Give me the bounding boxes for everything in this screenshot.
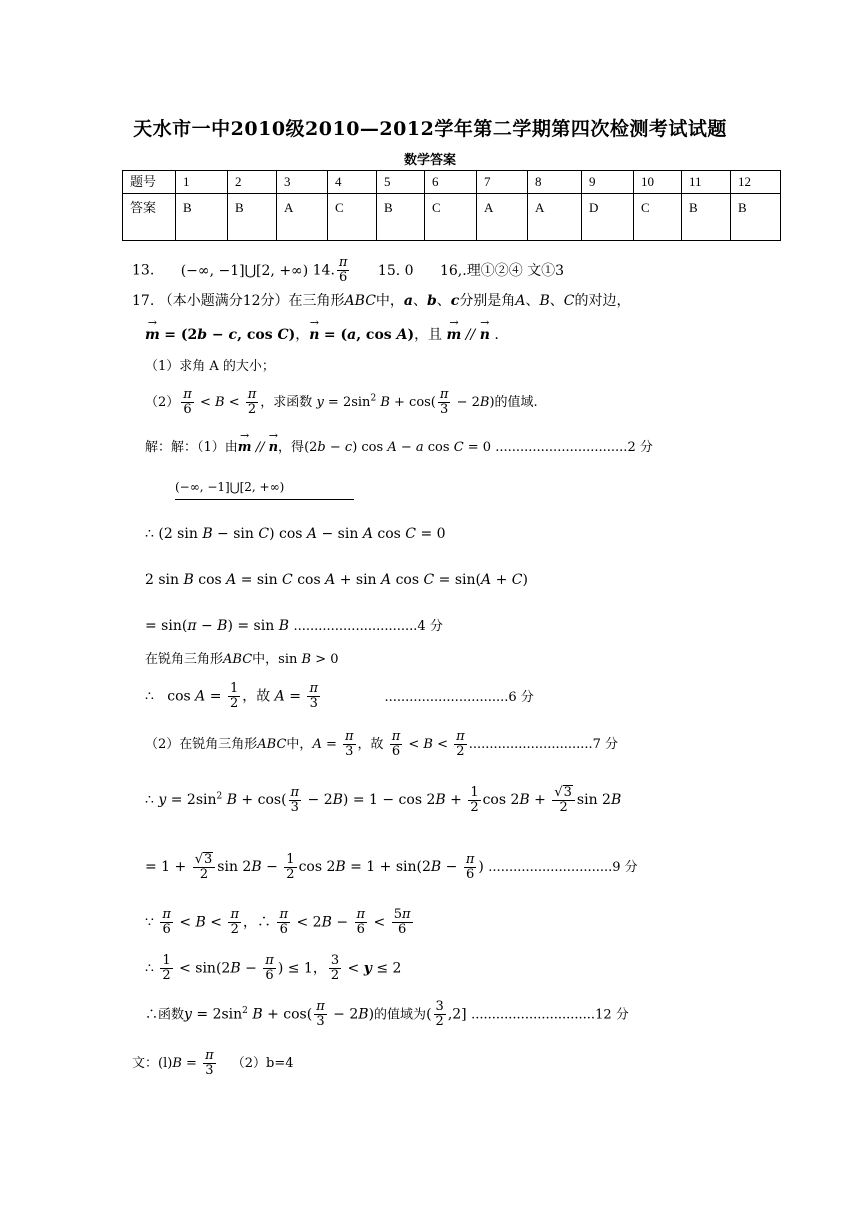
document-subtitle: 数学答案 <box>403 153 456 168</box>
table-cell: 3 <box>277 171 328 194</box>
table-cell: C <box>328 194 377 241</box>
solution-line-11: ∴ $\frac{1}{2}$ < sin(2B − $\frac{\pi}{6}$ ) ≤ 1， $\frac{3}{2}$ < y ≤ 2 <box>145 953 402 983</box>
table-cell: 7 <box>477 171 528 194</box>
table-cell: A <box>277 194 328 241</box>
table-cell: A <box>477 194 528 241</box>
solution-line-10: ∵ $\frac{\pi}{6}$ < B < $\frac{\pi}{2}$ ，∴ $\frac{\pi}{6}$ < 2B − $\frac{\pi}{6}$ < $\frac{5\pi}{6}$ <box>145 907 411 937</box>
solution-line-6: ∴ cos A = $\frac{1}{2}$ ，故 A = $\frac{\pi}{3}$ ..............................6 分 <box>145 681 534 711</box>
answer-table-answer-row <box>123 194 781 241</box>
table-cell: B <box>731 194 781 241</box>
solution-line-8: ∴ $y = 2\sin^2$ B + cos( $\frac{\pi}{3}$ − 2B) = 1 − cos 2B + $\frac{1}{2}$ cos 2B + $\frac{√3}{2}$ sin 2B <box>145 784 622 815</box>
solution-line-3: 2 sin B cos A = sin C cos A + sin A cos C = sin(A + C) <box>145 572 528 588</box>
table-cell: B <box>682 194 731 241</box>
vector-definitions: → m = (2b − c, cos C)，→ n = (a, cos A)，且 → m // → n . <box>145 326 499 344</box>
part2-question: （2） $\frac{\pi}{6}$ < B < $\frac{\pi}{2}$ ，求函数 $y = 2\sin^2$ B + cos( $\frac{\pi}{3}$ − 2B)的值域. <box>145 387 538 417</box>
table-cell: B <box>228 194 277 241</box>
q15-answer: 15. 0 <box>377 262 414 279</box>
q17-statement: 17. （本小题满分12分）在三角形ABC中，a、b、c分别是角A、B、C的对边， <box>132 293 631 309</box>
answer-table <box>122 170 781 241</box>
triangle-name: ABC <box>344 293 376 309</box>
q13-answer: (−∞, −1]⋃[2, +∞) <box>180 262 309 279</box>
answers-13-16 <box>132 256 564 285</box>
table-cell: 10 <box>634 171 682 194</box>
table-cell: C <box>425 194 477 241</box>
table-cell: D <box>582 194 634 241</box>
solution-line-2: ∴ (2 sin B − sin C) cos A − sin A cos C = 0 <box>145 526 446 542</box>
solution-line-9: = 1 + $\frac{√3}{2}$ sin 2B − $\frac{1}{2}$ cos 2B = 1 + sin(2B − $\frac{\pi}{6}$ ) ..............................9 分 <box>145 851 638 882</box>
table-cell: 6 <box>425 171 477 194</box>
table-cell: 5 <box>377 171 425 194</box>
table-cell: 9 <box>582 171 634 194</box>
solution-line-5: 在锐角三角形ABC中，sin B > 0 <box>145 652 339 667</box>
q17-mid: 中， <box>375 293 404 309</box>
q16-answer: 16,.理①②④ 文①3 <box>439 262 565 279</box>
table-cell: 8 <box>528 171 582 194</box>
table-cell: 11 <box>682 171 731 194</box>
solution-line-12: ∴函数$y = 2\sin^2$ B + cos( $\frac{\pi}{3}$ − 2B)的值域为( $\frac{3}{2}$ ,2] ..............................12 分 <box>145 999 629 1029</box>
table-cell: 12 <box>731 171 781 194</box>
solution-line-4: = sin(π − B) = sin B ..............................4 分 <box>145 618 443 634</box>
table-cell: 2 <box>228 171 277 194</box>
document-title: 天水市一中2010级2010—2012学年第二学期第四次检测考试试题 <box>133 118 727 140</box>
fraction: $\frac{\pi}{6}$ <box>338 255 348 285</box>
q17-tail2: 的对边， <box>574 293 631 309</box>
wen-answer: 文：(l)B = $\frac{\pi}{3}$ （2）b=4 <box>132 1048 294 1078</box>
q17-tail: 分别是角 <box>459 293 516 309</box>
q17-head: 17. （本小题满分12分）在三角形 <box>132 293 345 309</box>
table-cell: B <box>176 194 228 241</box>
underlined-interval: (−∞, −1]⋃[2, +∞) <box>175 478 354 500</box>
table-cell: C <box>634 194 682 241</box>
solution-line-1: 解：解：（1）由→ m // → n，得(2b − c) cos A − a cos C = 0 ................................2 分 <box>145 439 653 457</box>
q14-number: 14. <box>312 262 335 279</box>
table-cell: 4 <box>328 171 377 194</box>
table-cell: 1 <box>176 171 228 194</box>
table-cell: A <box>528 194 582 241</box>
q13-number: 13. <box>132 262 155 279</box>
part1-question: （1）求角 A 的大小； <box>145 359 275 374</box>
solution-line-7: （2）在锐角三角形ABC中，A = $\frac{\pi}{3}$ ，故 $\frac{\pi}{6}$ < B < $\frac{\pi}{2}$ ..............................7 分 <box>145 729 619 759</box>
row-label-number: 题号 <box>123 171 176 194</box>
answer-table-number-row <box>123 171 781 194</box>
row-label-answer: 答案 <box>123 194 176 241</box>
table-cell: B <box>377 194 425 241</box>
